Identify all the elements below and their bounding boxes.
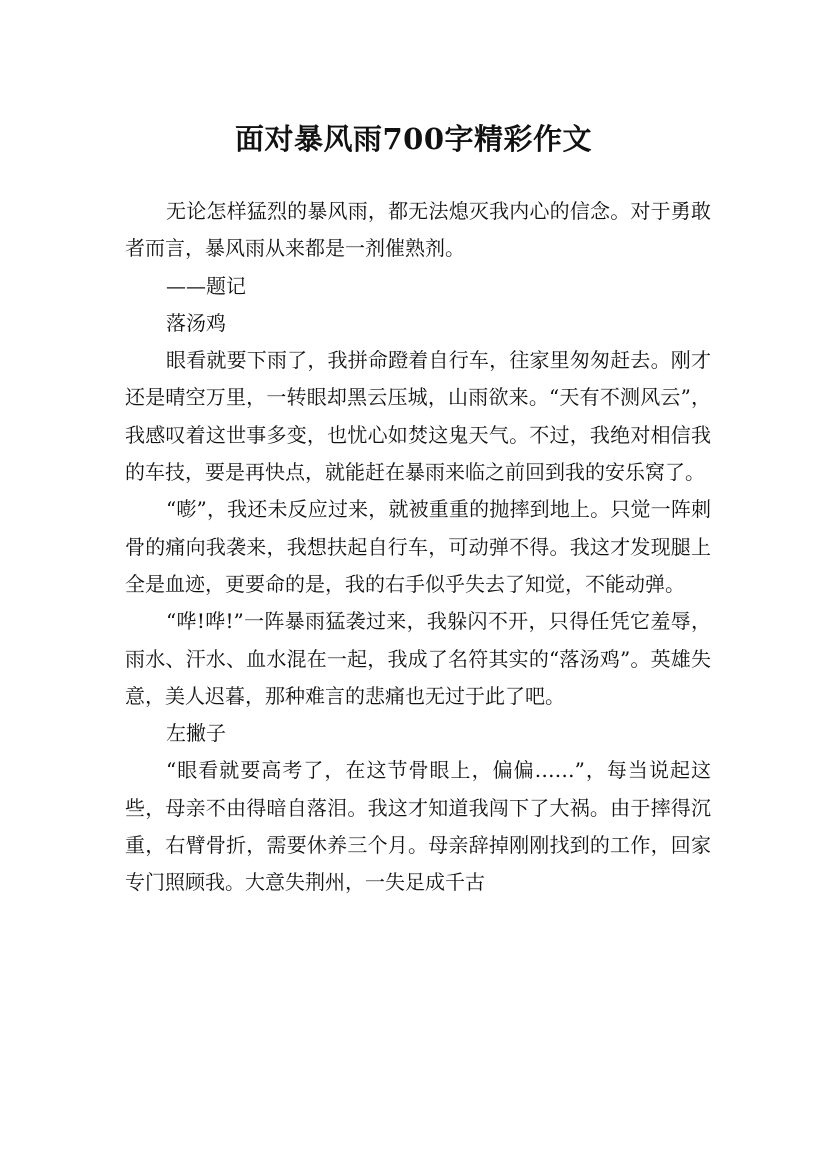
document-title: 面对暴风雨700字精彩作文 — [234, 122, 593, 157]
body-paragraph: “哗!哗!”一阵暴雨猛袭过来，我躲闪不开，只得任凭它羞辱，雨水、汗水、血水混在一起，我成了名符其实的“落汤鸡”。英雄失意，美人迟暮，那种难言的悲痛也无过于此了吧。 — [125, 609, 711, 708]
epigraph-paragraph: 无论怎样猛烈的暴风雨，都无法熄灭我内心的信念。对于勇敢者而言，暴风雨从来都是一剂催熟剂。 — [125, 199, 711, 261]
section-heading-luotangji: 落汤鸡 — [166, 310, 226, 335]
epigraph-attribution: ——题记 — [166, 273, 246, 298]
body-paragraph: 眼看就要下雨了，我拼命蹬着自行车，往家里匆匆赶去。刚才还是晴空万里，一转眼却黑云压城，山雨欲来。“天有不测风云”，我感叹着这世事多变，也忧心如焚这鬼天气。不过，我绝对相信我的车技，要是再快点，就能赶在暴雨来临之前回到我的安乐窝了。 — [125, 348, 711, 485]
section-heading-zuopiezi: 左撇子 — [166, 721, 226, 746]
body-paragraph: “眼看就要高考了，在这节骨眼上，偏偏……”，每当说起这些，母亲不由得暗自落泪。我这才知道我闯下了大祸。由于摔得沉重，右臂骨折，需要休养三个月。母亲辞掉刚刚找到的工作，回家专门照顾我。大意失荆州，一失足成千古 — [125, 758, 711, 895]
body-paragraph: “嘭”，我还未反应过来，就被重重的抛摔到地上。只觉一阵刺骨的痛向我袭来，我想扶起自行车，可动弹不得。我这才发现腿上全是血迹，更要命的是，我的右手似乎失去了知觉，不能动弹。 — [125, 497, 711, 596]
document-body — [125, 193, 711, 902]
